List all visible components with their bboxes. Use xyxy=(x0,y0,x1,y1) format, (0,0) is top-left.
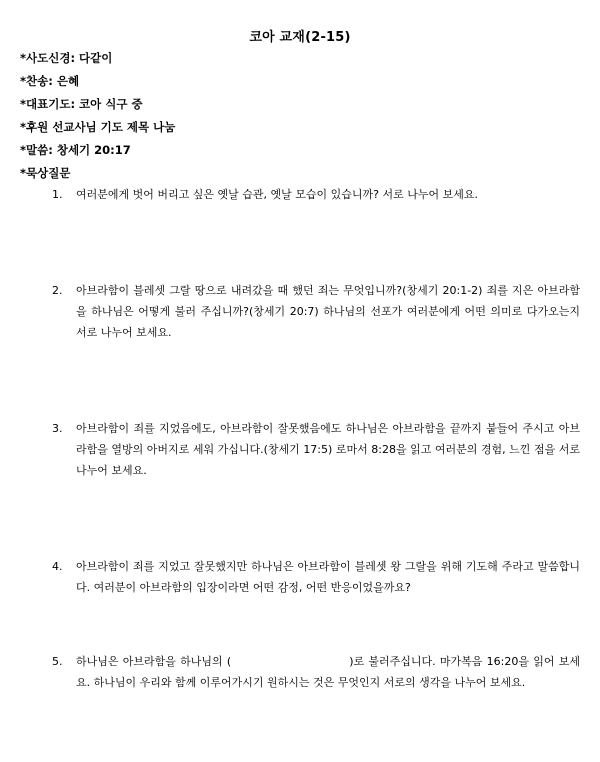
document-title: 코아 교재(2-15) xyxy=(249,30,351,45)
question-number: 5. xyxy=(52,655,63,668)
question-text-before-blank: 하나님은 아브라함을 하나님의 ( xyxy=(76,655,232,668)
question-4 xyxy=(52,556,580,598)
question-number: 3. xyxy=(52,422,63,435)
question-number: 2. xyxy=(52,284,63,297)
info-prayer: *대표기도: 코아 식구 중 xyxy=(20,97,143,111)
question-2 xyxy=(52,280,580,343)
info-scripture: *말씀: 창세기 20:17 xyxy=(20,143,131,157)
info-apostles-creed: *사도신경: 다같이 xyxy=(20,51,113,65)
info-missionary: *후원 선교사님 기도 제목 나눔 xyxy=(20,120,176,134)
question-text-after-blank: )로 불러주십니다. 마가복음 16:20을 읽어 보세요. 하나님이 우리와 함께 이루어가시기 원하시는 것은 무엇인지 서로의 생각을 나누어 보세요. xyxy=(76,655,580,689)
question-number: 1. xyxy=(52,188,63,201)
question-text: 아브라함이 죄를 지었음에도, 아브라함이 잘못했음에도 하나님은 아브라함을 끝까지 붙들어 주시고 아브라함을 열방의 아버지로 세워 가십니다.(창세기 17:5) 로마서 8:28을 읽고 여러분의 경험, 느낀 점을 서로 나누어 보세요. xyxy=(76,422,580,477)
info-hymn: *찬송: 은혜 xyxy=(20,74,80,88)
question-text: 아브라함이 블레셋 그랄 땅으로 내려갔을 때 했던 죄는 무엇입니까?(창세기 20:1-2) 죄를 지은 아브라함을 하나님은 어떻게 불러 주십니까?(창세기 20:7) 하나님의 선포가 여러분에게 어떤 의미로 다가오는지 서로 나누어 보세요. xyxy=(76,284,580,339)
question-1 xyxy=(52,184,580,205)
question-text xyxy=(76,651,580,693)
info-questions-heading: *묵상질문 xyxy=(20,166,71,180)
question-text: 아브라함이 죄를 지었고 잘못했지만 하나님은 아브라함이 블레셋 왕 그랄을 위해 기도해 주라고 말씀합니다. 여러분이 아브라함의 입장이라면 어떤 감정, 어떤 반응이었을까요? xyxy=(76,560,580,594)
question-text: 여러분에게 벗어 버리고 싶은 옛날 습관, 옛날 모습이 있습니까? 서로 나누어 보세요. xyxy=(76,188,478,201)
question-5 xyxy=(52,651,580,693)
question-number: 4. xyxy=(52,560,63,573)
question-3 xyxy=(52,418,580,481)
